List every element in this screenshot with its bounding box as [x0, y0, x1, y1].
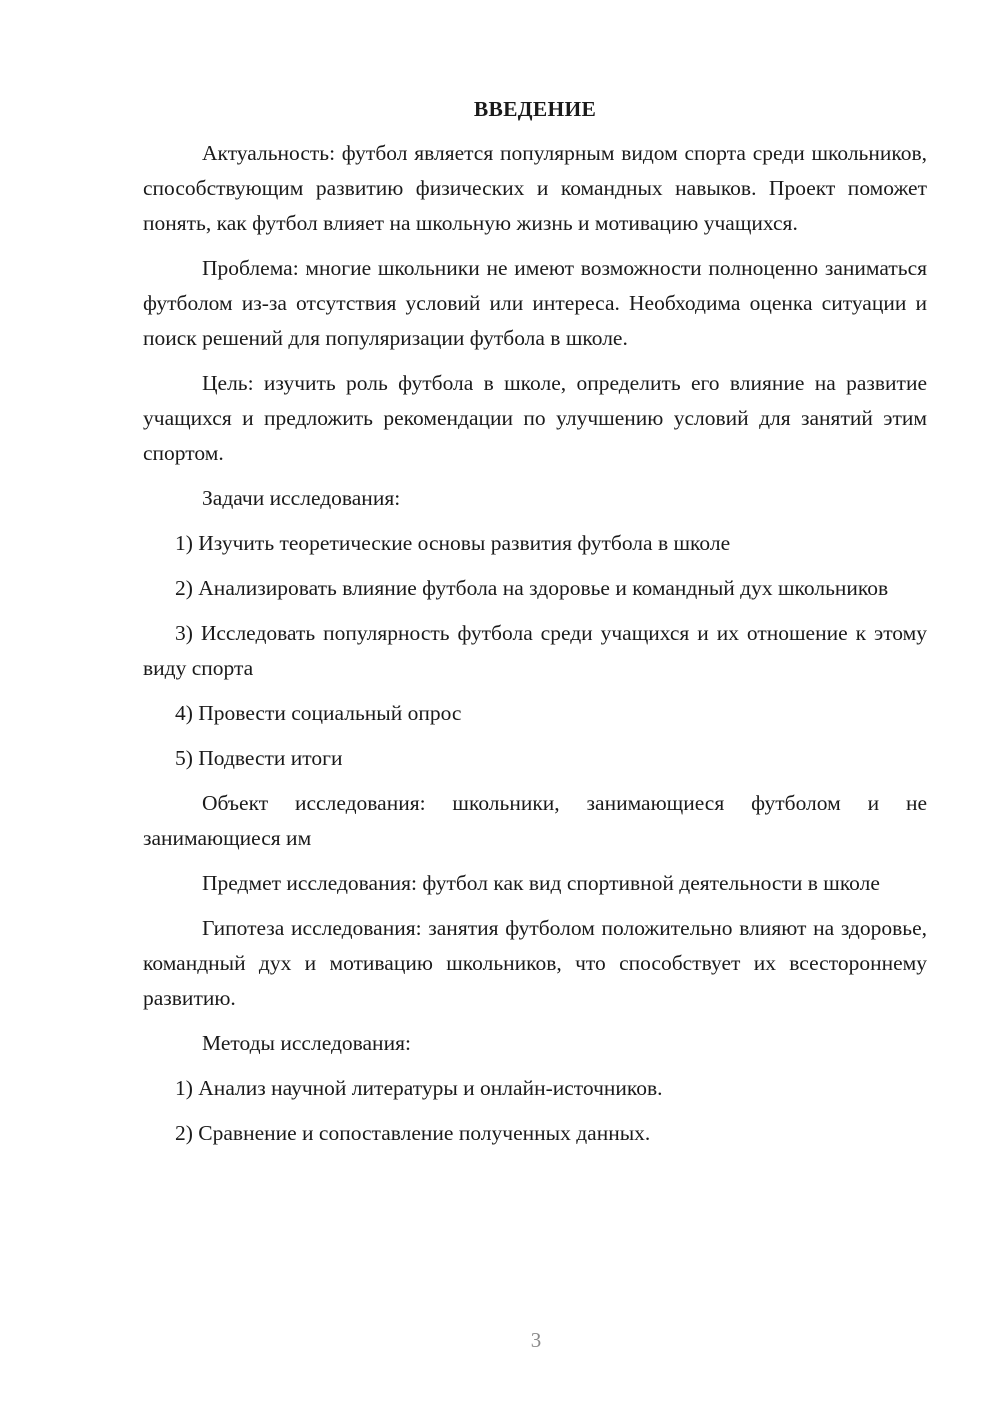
- methods-title: Методы исследования:: [202, 1031, 411, 1055]
- problem-paragraph: Проблема: многие школьники не имеют возможности полноценно заниматься футболом из-за отсутствия условий или интереса. Необходима оценка ситуации и поиск решений для популяризации футбола в школе.: [143, 256, 927, 350]
- method-item: 2) Сравнение и сопоставление полученных данных.: [175, 1121, 651, 1145]
- task-item: 3) Исследовать популярность футбола среди учащихся и их отношение к этому виду спорта: [143, 621, 927, 680]
- relevance-paragraph: Актуальность: футбол является популярным видом спорта среди школьников, способствующим развитию физических и командных навыков. Проект поможет понять, как футбол влияет на школьную жизнь и мотивацию учащихся.: [143, 141, 927, 235]
- section-heading: ВВЕДЕНИЕ: [473, 97, 597, 121]
- document-page: [143, 92, 927, 1161]
- task-item: 1) Изучить теоретические основы развития футбола в школе: [175, 531, 731, 555]
- hypothesis-paragraph: Гипотеза исследования: занятия футболом положительно влияют на здоровье, командный дух и мотивацию школьников, что способствует их всестороннему развитию.: [143, 916, 927, 1010]
- tasks-title: Задачи исследования:: [202, 486, 401, 510]
- task-item: 4) Провести социальный опрос: [175, 701, 462, 725]
- task-item: 5) Подвести итоги: [175, 746, 343, 770]
- task-item: 2) Анализировать влияние футбола на здоровье и командный дух школьников: [175, 576, 889, 600]
- subject-paragraph: Предмет исследования: футбол как вид спортивной деятельности в школе: [202, 871, 880, 895]
- method-item: 1) Анализ научной литературы и онлайн-источников.: [175, 1076, 663, 1100]
- object-paragraph: Объект исследования: школьники, занимающиеся футболом и не занимающиеся им: [143, 791, 927, 850]
- page-number: 3: [530, 1328, 542, 1352]
- goal-paragraph: Цель: изучить роль футбола в школе, определить его влияние на развитие учащихся и предложить рекомендации по улучшению условий для занятий этим спортом.: [143, 371, 927, 465]
